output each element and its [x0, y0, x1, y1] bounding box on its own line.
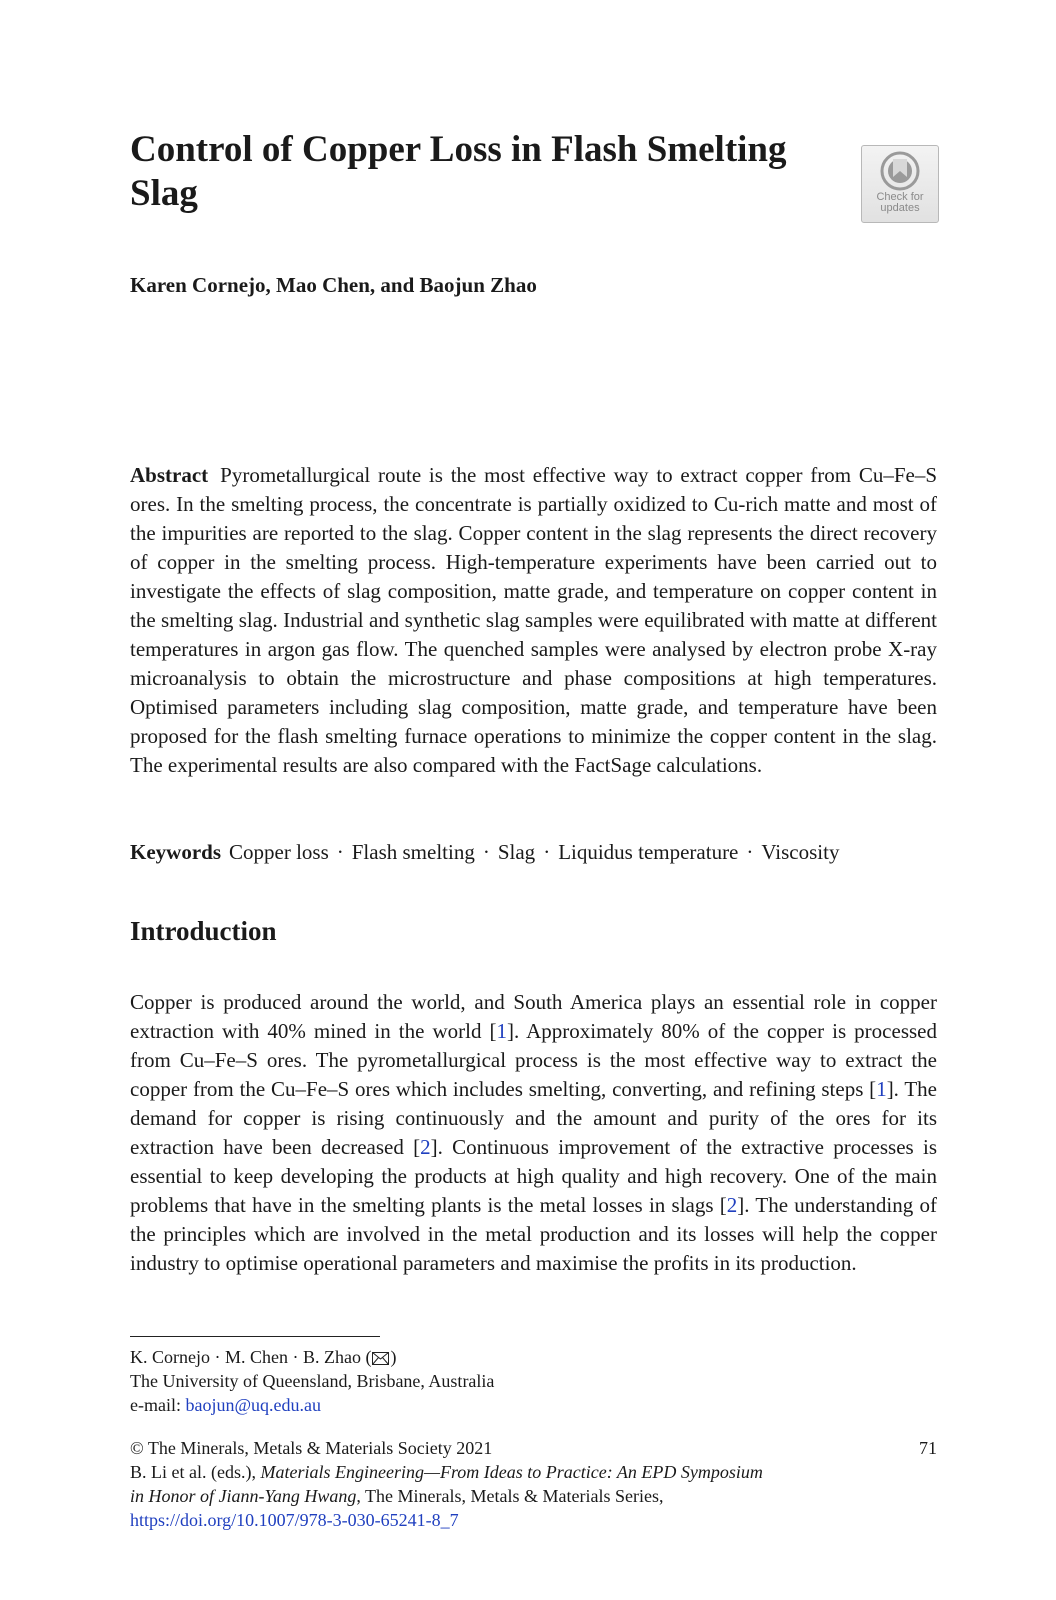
abstract: [130, 461, 937, 780]
copyright-line: © The Minerals, Metals & Materials Society 2021: [130, 1438, 493, 1458]
introduction-text: ]. The demand for copper is rising continuously and the amount and purity of the ores for its extraction have been decreased [: [130, 1077, 938, 1159]
citation-link[interactable]: 1: [876, 1077, 887, 1101]
check-for-updates-label: Check for updates: [876, 191, 924, 214]
author-list: Karen Cornejo, Mao Chen, and Baojun Zhao: [130, 273, 537, 297]
doi-link[interactable]: https://doi.org/10.1007/978-3-030-65241-8_7: [130, 1510, 459, 1530]
abstract-text: Pyrometallurgical route is the most effective way to extract copper from Cu–Fe–S ores. In the smelting process, the concentrate is partially oxidized to Cu-rich matte and most of the impurities are reported to the slag. Copper content in the slag represents the direct recovery of copper in the smelting process. High-temperature experiments have been carried out to investigate the effects of slag composition, matte grade, and temperature on copper content in the smelting slag. Industrial and synthetic slag samples were equilibrated with matte at different temperatures in argon gas flow. The quenched samples were analysed by electron probe X-ray microanalysis to obtain the microstructure and phase compositions at high temperatures. Optimised parameters including slag composition, matte grade, and temperature have been proposed for the flash smelting furnace operations to minimize the copper content in the slag. The experimental results are also compared with the FactSage calculations.: [130, 463, 937, 777]
introduction-text: Copper is produced around the world, and South America plays an essential role in copper extraction with 40% mined in the world [: [130, 990, 937, 1043]
email-label: e-mail:: [130, 1395, 186, 1415]
introduction-text: ]. Continuous improvement of the extractive processes is essential to keep developing the products at high quality and high recovery. One of the main problems that have in the smelting plants is the metal losses in slags [: [130, 1135, 937, 1217]
book-title: Materials Engineering—From Ideas to Practice: An EPD Symposium: [260, 1462, 763, 1482]
editors-text: B. Li et al. (eds.),: [130, 1462, 261, 1482]
publication-info: [130, 1436, 870, 1532]
introduction-text: ]. Approximately 80% of the copper is processed from Cu–Fe–S ores. The pyrometallurgical process is the most effective way to extract the copper from the Cu–Fe–S ores which includes smelting, converting, and refining steps [: [130, 1019, 937, 1101]
introduction-paragraph: [130, 988, 937, 1278]
crossmark-icon: [880, 151, 920, 191]
book-title-continued: in Honor of Jiann-Yang Hwang: [130, 1486, 357, 1506]
keyword: Liquidus temperature: [558, 840, 739, 864]
keyword-separator: ·: [543, 840, 551, 864]
series-text: , The Minerals, Metals & Materials Series,: [356, 1486, 664, 1506]
check-for-updates-badge[interactable]: [861, 145, 939, 223]
citation-link[interactable]: 1: [496, 1019, 507, 1043]
keyword-separator: ·: [336, 840, 344, 864]
keyword-separator: ·: [482, 840, 490, 864]
keyword: Copper loss: [229, 840, 329, 864]
editors-line: [130, 1460, 870, 1484]
footnote-divider: [130, 1336, 380, 1337]
series-line: [130, 1484, 870, 1508]
envelope-icon: [372, 1352, 389, 1365]
paper-title: Control of Copper Loss in Flash Smelting Slag: [130, 129, 787, 214]
author-footnote: [130, 1345, 830, 1417]
abstract-label: Abstract: [130, 463, 209, 487]
footnote-authors: K. Cornejo · M. Chen · B. Zhao (: [130, 1347, 372, 1367]
keywords: [130, 838, 950, 867]
page-number: 71: [919, 1438, 937, 1458]
section-heading-introduction: Introduction: [130, 916, 277, 946]
email-link[interactable]: baojun@uq.edu.au: [185, 1395, 322, 1415]
citation-link[interactable]: 2: [726, 1193, 738, 1217]
footnote-email-line: [130, 1393, 830, 1417]
keyword: Flash smelting: [351, 840, 475, 864]
keyword: Slag: [497, 840, 536, 864]
footnote-authors-line: [130, 1345, 830, 1369]
keyword: Viscosity: [761, 840, 840, 864]
keyword-separator: ·: [746, 840, 754, 864]
introduction-text: ]. The understanding of the principles which are involved in the metal production and its losses will help the copper industry to optimise operational parameters and maximise the profits in its production.: [130, 1193, 938, 1275]
footnote-authors-close: ): [390, 1347, 397, 1367]
citation-link[interactable]: 2: [420, 1135, 431, 1159]
footnote-affiliation: The University of Queensland, Brisbane, Australia: [130, 1371, 495, 1391]
keywords-label: Keywords: [130, 840, 221, 864]
